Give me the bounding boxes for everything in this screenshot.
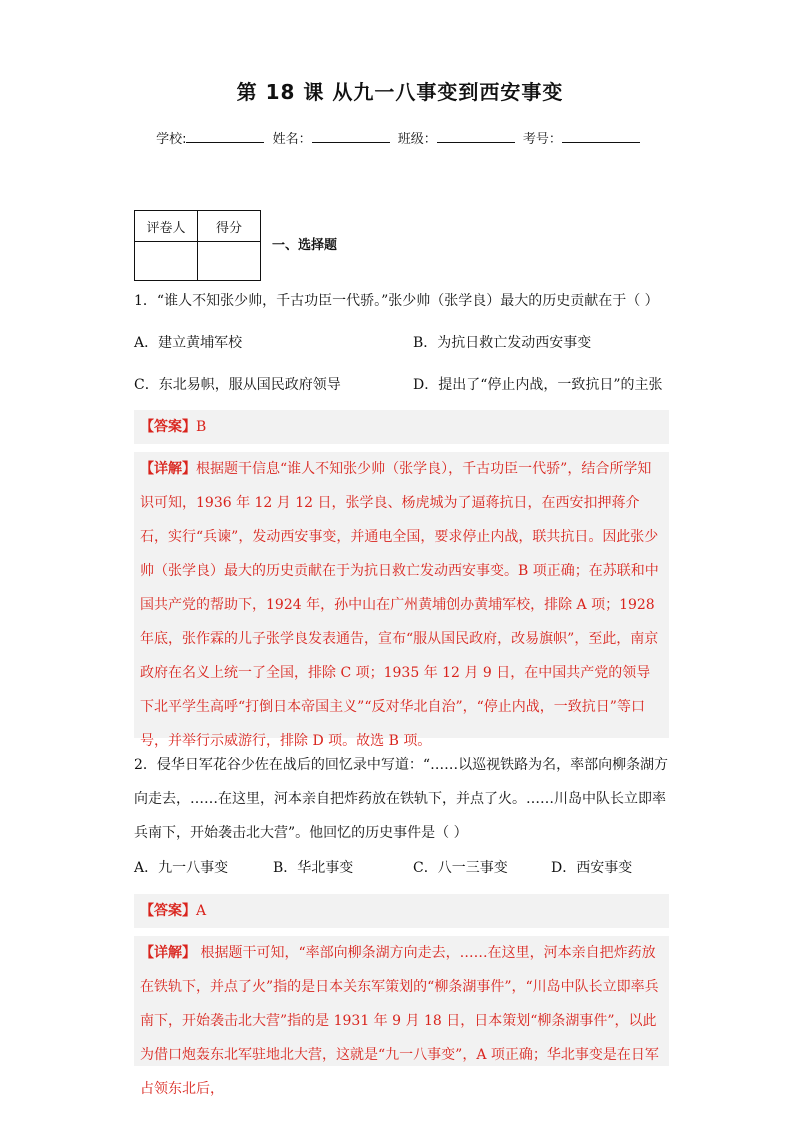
question-2-stem: 2．侵华日军花谷少佐在战后的回忆录中写道：“……以巡视铁路为名，率部向柳条湖方向走去，……在这里，河本亲自把炸药放在铁轨下，并点了火。……川岛中队长立即率兵南下，开始袭击北大营”。他回忆的历史事件是（ ） <box>134 757 669 841</box>
q2-option-b[interactable]: B．华北事变 <box>273 860 354 876</box>
q2-detail-text: 根据题干可知，“率部向柳条湖方向走去，……在这里，河本亲自把炸药放在铁轨下，并点了火”指的是日本关东军策划的“柳条湖事件”，“川岛中队长立即率兵南下，开始袭击北大营”指的是 1931 年 9 月 18 日，日本策划“柳条湖事件”，以此为借口炮轰东北军驻地北大营，这就是“九一八事变”，A 项正确；华北事变是在日军占领东北后， <box>140 945 659 1097</box>
q1-option-d[interactable]: D．提出了“停止内战，一致抗日”的主张 <box>413 377 663 393</box>
class-blank[interactable] <box>437 130 515 143</box>
q1-detail-text: 根据题干信息“谁人不知张少帅（张学良），千古功臣一代骄”，结合所学知识可知，1936 年 12 月 12 日，张学良、杨虎城为了逼蒋抗日，在西安扣押蒋介石，实行“兵谏”，发动西安事变，并通电全国，要求停止内战，联共抗日。因此张少帅（张学良）最大的历史贡献在于为抗日救亡发动西安事变。B 项正确；在苏联和中国共产党的帮助下，1924 年，孙中山在广州黄埔创办黄埔军校，排除 A 项；1928 年底，张作霖的儿子张学良发表通告，宣布“服从国民政府，改易旗帜”，至此，南京政府在名义上统一了全国，排除 C 项；1935 年 12 月 9 日，在中国共产党的领导下北平学生高呼“打倒日本帝国主义”“反对华北自治”，“停止内战，一致抗日”等口号，并举行示威游行，排除 D 项。故选 B 项。 <box>140 461 659 749</box>
score-header: 得分 <box>198 211 261 242</box>
q1-detail-box <box>134 452 669 749</box>
page-title: 第 18 课 从九一八事变到西安事变 <box>236 80 564 104</box>
q1-answer-tag: 【答案】 <box>140 419 196 435</box>
grader-header: 评卷人 <box>135 211 198 242</box>
q2-detail-tag: 【详解】 <box>140 945 196 961</box>
q1-option-a[interactable]: A．建立黄埔军校 <box>134 335 243 351</box>
score-cell[interactable] <box>198 242 261 281</box>
q2-option-d[interactable]: D．西安事变 <box>551 860 633 876</box>
name-blank[interactable] <box>312 130 390 143</box>
q1-answer-value: B <box>196 419 207 435</box>
q2-detail-box <box>134 936 669 1097</box>
name-label: 姓名： <box>272 132 312 147</box>
score-table <box>134 210 261 281</box>
q2-answer-tag: 【答案】 <box>140 903 196 919</box>
school-blank[interactable] <box>186 130 264 143</box>
q1-option-c[interactable]: C．东北易帜，服从国民政府领导 <box>134 377 341 393</box>
q2-option-a[interactable]: A．九一八事变 <box>134 860 229 876</box>
question-1-stem: 1．“谁人不知张少帅，千古功臣一代骄。”张少帅（张学良）最大的历史贡献在于（ ） <box>134 293 659 309</box>
q2-option-c[interactable]: C．八一三事变 <box>413 860 508 876</box>
q2-answer-value: A <box>196 903 207 919</box>
q1-detail-tag: 【详解】 <box>140 461 196 477</box>
class-label: 班级： <box>397 132 437 147</box>
q2-answer-box <box>134 894 669 928</box>
grader-cell[interactable] <box>135 242 198 281</box>
exam-no-label: 考号： <box>522 132 562 147</box>
exam-no-blank[interactable] <box>562 130 640 143</box>
section-title: 一、选择题 <box>272 238 338 253</box>
q1-option-b[interactable]: B．为抗日救亡发动西安事变 <box>413 335 592 351</box>
q1-answer-box <box>134 410 669 444</box>
student-info-line <box>0 128 800 147</box>
school-label: 学校: <box>156 132 187 147</box>
